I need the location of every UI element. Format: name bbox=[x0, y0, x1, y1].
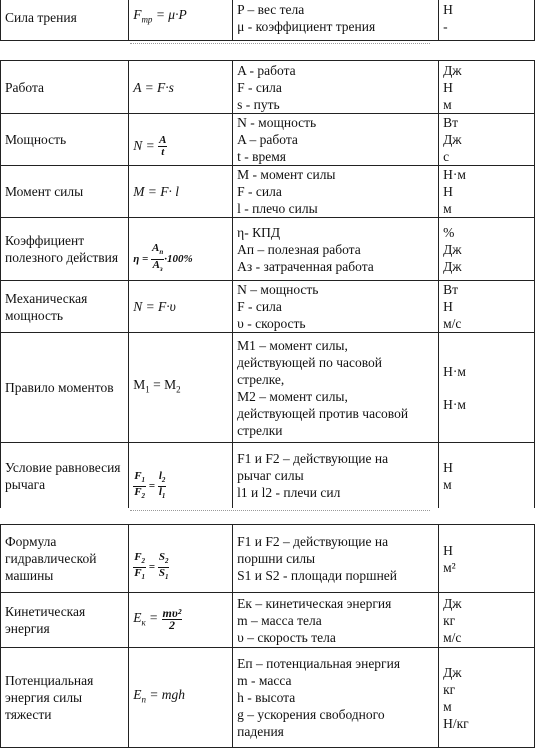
formula-power: N = $\frac{A}{t}$ bbox=[133, 134, 167, 158]
table-row bbox=[1, 114, 535, 166]
description-cell: N - мощность A – работа t - время bbox=[233, 114, 439, 166]
description-cell: η- КПД Aп – полезная работа Aз - затраченная работа bbox=[233, 218, 439, 281]
formula-moments-rule: $M_1 = M_2$ bbox=[133, 377, 181, 395]
table-row bbox=[1, 281, 535, 333]
description-cell: P – вес тела μ - коэффициент трения bbox=[233, 0, 439, 41]
formula-table-block-3 bbox=[0, 524, 535, 748]
units-cell: Н·м Н·м bbox=[439, 333, 535, 443]
table-row bbox=[1, 443, 535, 509]
units-cell: Дж кг м/с bbox=[439, 593, 535, 648]
description-cell: A - работа F - сила s - путь bbox=[233, 61, 439, 114]
units-cell: Н м² bbox=[439, 525, 535, 593]
formula-table-block-1 bbox=[0, 0, 535, 41]
formula-potential: $E_п$ = mgh bbox=[133, 687, 186, 705]
formula-kinetic: $E_к$ = $\frac{\text{mυ²}}{2}$ bbox=[133, 605, 182, 632]
description-cell: N – мощность F - сила υ - скорость bbox=[233, 281, 439, 333]
quantity-name: Кинетическая энергия bbox=[5, 604, 86, 636]
description-cell: Eк – кинетическая энергия m – масса тела υ – скорость тела bbox=[233, 593, 439, 648]
quantity-name: Момент силы bbox=[5, 184, 84, 199]
quantity-name: Коэффициент полезного действия bbox=[5, 233, 119, 265]
quantity-name: Потенциальная энергия силы тяжести bbox=[5, 673, 94, 722]
quantity-name: Работа bbox=[5, 79, 44, 95]
formula-work: A = F·s bbox=[133, 79, 174, 95]
page-gap bbox=[0, 41, 535, 51]
units-cell: Вт Н м/с bbox=[439, 281, 535, 333]
formula-efficiency: η = $\frac{A_п}{A_з}$ ·100% bbox=[133, 242, 193, 273]
units-cell: Н - bbox=[439, 0, 535, 41]
quantity-name: Мощность bbox=[5, 132, 67, 147]
table-row bbox=[1, 648, 535, 748]
units-cell: Н м bbox=[439, 443, 535, 509]
description-cell: F1 и F2 – действующие на рычаг силы l1 и l2 - плечи сил bbox=[233, 443, 439, 509]
table-row bbox=[1, 166, 535, 218]
table-row bbox=[1, 61, 535, 114]
formula-hydraulic: $\frac{F_2}{F_1}$ = $\frac{S_2}{S_1}$ bbox=[134, 550, 169, 582]
formula-table-block-2 bbox=[0, 60, 535, 509]
units-cell: Дж Н м bbox=[439, 61, 535, 114]
quantity-name: Сила трения bbox=[1, 0, 129, 41]
description-cell: M - момент силы F - сила l - плечо силы bbox=[233, 166, 439, 218]
formula-mech-power: N = F·υ bbox=[133, 299, 176, 314]
table-row bbox=[1, 593, 535, 648]
formula-moment: M = F· l bbox=[133, 184, 180, 199]
units-cell: Вт Дж с bbox=[439, 114, 535, 166]
units-cell: Н·м Н м bbox=[439, 166, 535, 218]
quantity-name: Механическая мощность bbox=[5, 290, 88, 323]
description-cell: M1 – момент силы, действующей по часовой стрелке, M2 – момент силы, действующей против часовой стрелки bbox=[233, 333, 439, 443]
formula-cell: $F_{тр} = \mu\cdot P$ bbox=[129, 0, 233, 41]
page-gap bbox=[0, 508, 535, 518]
table-row bbox=[1, 0, 535, 41]
quantity-name: Формула гидравлической машины bbox=[5, 534, 97, 583]
table-row bbox=[1, 525, 535, 593]
formula-lever: $\frac{F_1}{F_2}$ = $\frac{l_2}{l_1}$ bbox=[134, 469, 166, 501]
description-cell: Eп – потенциальная энергия m - масса h - высота g – ускорения свободного падения bbox=[233, 648, 439, 748]
table-row bbox=[1, 218, 535, 281]
quantity-name: Условие равновесия рычага bbox=[5, 459, 121, 492]
table-row bbox=[1, 333, 535, 443]
units-cell: % Дж Дж bbox=[439, 218, 535, 281]
units-cell: Дж кг м Н/кг bbox=[439, 648, 535, 748]
quantity-name: Правило моментов bbox=[5, 380, 114, 395]
description-cell: F1 и F2 – действующие на поршни силы S1 и S2 - площади поршней bbox=[233, 525, 439, 593]
